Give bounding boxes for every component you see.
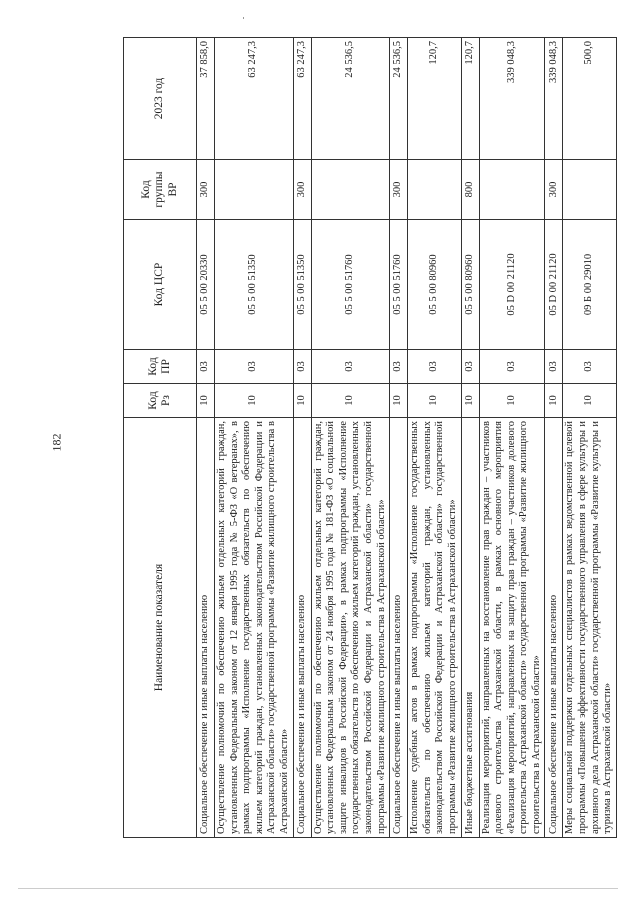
row-sum: 63 247,3 <box>215 38 294 160</box>
row-pr: 03 <box>311 350 390 384</box>
row-name: Реализация мероприятий, направленных на восстановление прав граждан – участников долевого строительства Астраханской области, в рамках основного мероприятия «Реализация мероприятий, направленных на защиту прав граждан – участников долевого строительства Астраханской области» государственной программы «Развитие жилищного строительства в Астраханской области» <box>479 418 545 838</box>
table-row <box>293 38 311 838</box>
row-rz: 10 <box>408 384 461 418</box>
row-name: Меры социальной поддержки отдельных специалистов в рамках ведомственной целевой программы «Повышение эффективности государственного управления в сфере культуры и архивного дела Астраханской области» государственной программы «Развитие культуры и туризма в Астраханской области» <box>563 418 616 838</box>
table-row <box>545 38 563 838</box>
row-rz: 10 <box>390 384 408 418</box>
row-pr: 03 <box>197 350 215 384</box>
table-row <box>408 38 461 838</box>
row-vr <box>479 160 545 220</box>
table-row <box>461 38 479 838</box>
header-csr: Код ЦСР <box>124 220 197 350</box>
rotated-table-wrapper <box>123 38 614 838</box>
row-csr: 05 5 00 51350 <box>215 220 294 350</box>
row-pr: 03 <box>293 350 311 384</box>
row-pr: 03 <box>390 350 408 384</box>
header-name: Наименование показателя <box>124 418 197 838</box>
row-sum: 120,7 <box>408 38 461 160</box>
row-csr: 05 D 00 21120 <box>545 220 563 350</box>
table-row <box>197 38 215 838</box>
row-rz: 10 <box>215 384 294 418</box>
scan-edge-line <box>18 888 618 889</box>
row-vr <box>408 160 461 220</box>
header-rz: Код Рз <box>124 384 197 418</box>
row-sum: 24 536,5 <box>311 38 390 160</box>
row-sum: 24 536,5 <box>390 38 408 160</box>
row-rz: 10 <box>461 384 479 418</box>
row-vr <box>311 160 390 220</box>
row-csr: 05 5 00 80960 <box>408 220 461 350</box>
row-csr: 05 5 00 80960 <box>461 220 479 350</box>
page-number: 182 <box>49 433 64 452</box>
row-vr: 300 <box>390 160 408 220</box>
row-rz: 10 <box>293 384 311 418</box>
row-rz: 10 <box>479 384 545 418</box>
row-vr: 800 <box>461 160 479 220</box>
row-csr: 05 5 00 51760 <box>390 220 408 350</box>
row-sum: 339 048,3 <box>479 38 545 160</box>
row-csr: 05 D 00 21120 <box>479 220 545 350</box>
row-name: Социальное обеспечение и иные выплаты населению <box>293 418 311 838</box>
header-pr: Код ПР <box>124 350 197 384</box>
table-row <box>311 38 390 838</box>
table-row <box>390 38 408 838</box>
row-name: Осуществление полномочий по обеспечению жильем отдельных категорий граждан, установленных Федеральным законом от 24 ноября 1995 года № 181-ФЗ «О социальной защите инвалидов в Российской Федерации», в рамках подпрограммы «Исполнение государственных обязательств по обеспечению жильем категорий граждан, установленных законодательством Российской Федерации и Астраханской области» государственной программы «Развитие жилищного строительства в Астраханской области» <box>311 418 390 838</box>
row-vr <box>215 160 294 220</box>
row-sum: 63 247,3 <box>293 38 311 160</box>
row-pr: 03 <box>545 350 563 384</box>
row-name: Социальное обеспечение и иные выплаты населению <box>390 418 408 838</box>
row-pr: 03 <box>215 350 294 384</box>
row-rz: 10 <box>311 384 390 418</box>
row-sum: 37 858,0 <box>197 38 215 160</box>
row-vr <box>563 160 616 220</box>
row-pr: 03 <box>461 350 479 384</box>
row-vr: 300 <box>293 160 311 220</box>
row-name: Осуществление полномочий по обеспечению жильем отдельных категорий граждан, установленных Федеральным законом от 12 января 1995 года № 5-ФЗ «О ветеранах», в рамках подпрограммы «Исполнение государственных обязательств по обеспечению жильем категорий граждан, установленных законодательством Российской Федерации и Астраханской области» государственной программы «Развитие жилищного строительства в Астраханской области» <box>215 418 294 838</box>
row-csr: 05 5 00 51760 <box>311 220 390 350</box>
scan-mark <box>243 17 244 19</box>
table-row <box>215 38 294 838</box>
row-csr: 05 5 00 51350 <box>293 220 311 350</box>
row-name: Исполнение судебных актов в рамках подпрограммы «Исполнение государственных обязательств по обеспечению жильем категорий граждан, установленных законодательством Российской Федерации и Астраханской области» государственной программы «Развитие жилищного строительства в Астраханской области» <box>408 418 461 838</box>
row-rz: 10 <box>197 384 215 418</box>
header-sum: 2023 год <box>124 38 197 160</box>
row-csr: 05 5 00 20330 <box>197 220 215 350</box>
row-rz: 10 <box>563 384 616 418</box>
row-name: Иные бюджетные ассигнования <box>461 418 479 838</box>
header-vr: Код группы ВР <box>124 160 197 220</box>
row-csr: 09 Б 00 29010 <box>563 220 616 350</box>
row-sum: 500,0 <box>563 38 616 160</box>
row-sum: 120,7 <box>461 38 479 160</box>
table-row <box>563 38 616 838</box>
row-name: Социальное обеспечение и иные выплаты населению <box>197 418 215 838</box>
header-row <box>124 38 197 838</box>
row-vr: 300 <box>545 160 563 220</box>
row-pr: 03 <box>408 350 461 384</box>
budget-table <box>123 37 617 838</box>
row-pr: 03 <box>563 350 616 384</box>
row-name: Социальное обеспечение и иные выплаты населению <box>545 418 563 838</box>
row-vr: 300 <box>197 160 215 220</box>
row-pr: 03 <box>479 350 545 384</box>
row-rz: 10 <box>545 384 563 418</box>
table-row <box>479 38 545 838</box>
row-sum: 339 048,3 <box>545 38 563 160</box>
